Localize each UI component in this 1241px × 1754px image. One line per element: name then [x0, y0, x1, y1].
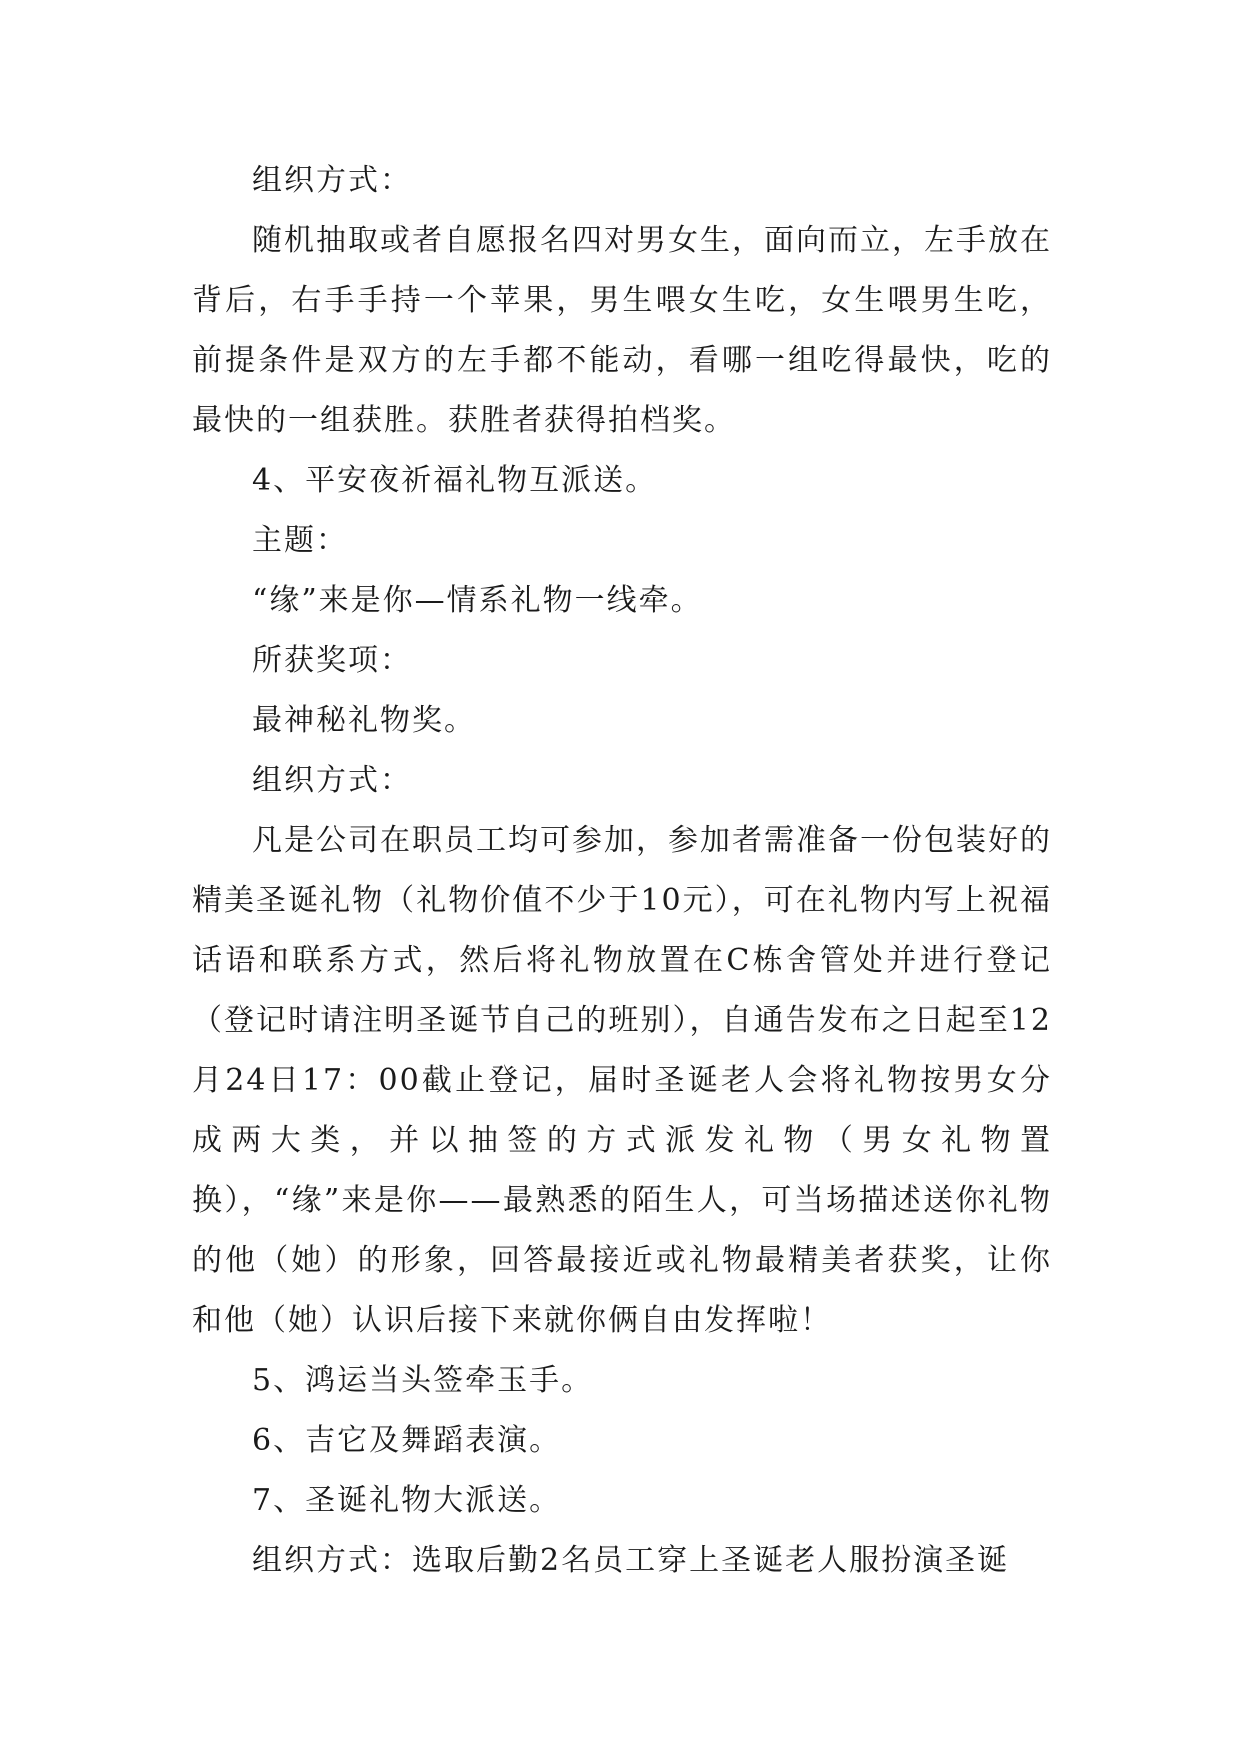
paragraph-item-7: 7、圣诞礼物大派送。 — [252, 1483, 562, 1518]
paragraph-item-5: 5、鸿运当头签牵玉手。 — [252, 1363, 594, 1398]
paragraph-theme-label: 主题： — [252, 523, 348, 558]
paragraph-apple-game: 随机抽取或者自愿报名四对男女生，面向而立，左手放在背后，右手手持一个苹果，男生喂女生吃，女生喂男生吃，前提条件是双方的左手都不能动，看哪一组吃得最快，吃的最快的一组获胜。获胜者获得拍档奖。 — [192, 223, 1052, 438]
paragraph-organization-3: 组织方式：选取后勤2名员工穿上圣诞老人服扮演圣诞 — [252, 1543, 1010, 1578]
paragraph-award-label: 所获奖项： — [252, 643, 412, 678]
paragraph-theme: “缘”来是你—情系礼物一线牵。 — [252, 583, 703, 618]
paragraph-item-4: 4、平安夜祈福礼物互派送。 — [252, 463, 658, 498]
document-body — [192, 151, 1052, 1591]
paragraph-item-6: 6、吉它及舞蹈表演。 — [252, 1423, 562, 1458]
paragraph-organization-2: 组织方式： — [252, 763, 412, 798]
paragraph-gift-exchange: 凡是公司在职员工均可参加，参加者需准备一份包装好的精美圣诞礼物（礼物价值不少于10元），可在礼物内写上祝福话语和联系方式，然后将礼物放置在C栋舍管处并进行登记（登记时请注明圣诞节自己的班别），自通告发布之日起至12月24日17：00截止登记，届时圣诞老人会将礼物按男女分成两大类，并以抽签的方式派发礼物（男女礼物置换），“缘”来是你——最熟悉的陌生人，可当场描述送你礼物的他（她）的形象，回答最接近或礼物最精美者获奖，让你和他（她）认识后接下来就你俩自由发挥啦！ — [192, 823, 1052, 1338]
paragraph-award: 最神秘礼物奖。 — [252, 703, 476, 738]
paragraph-organization-1: 组织方式： — [252, 163, 412, 198]
